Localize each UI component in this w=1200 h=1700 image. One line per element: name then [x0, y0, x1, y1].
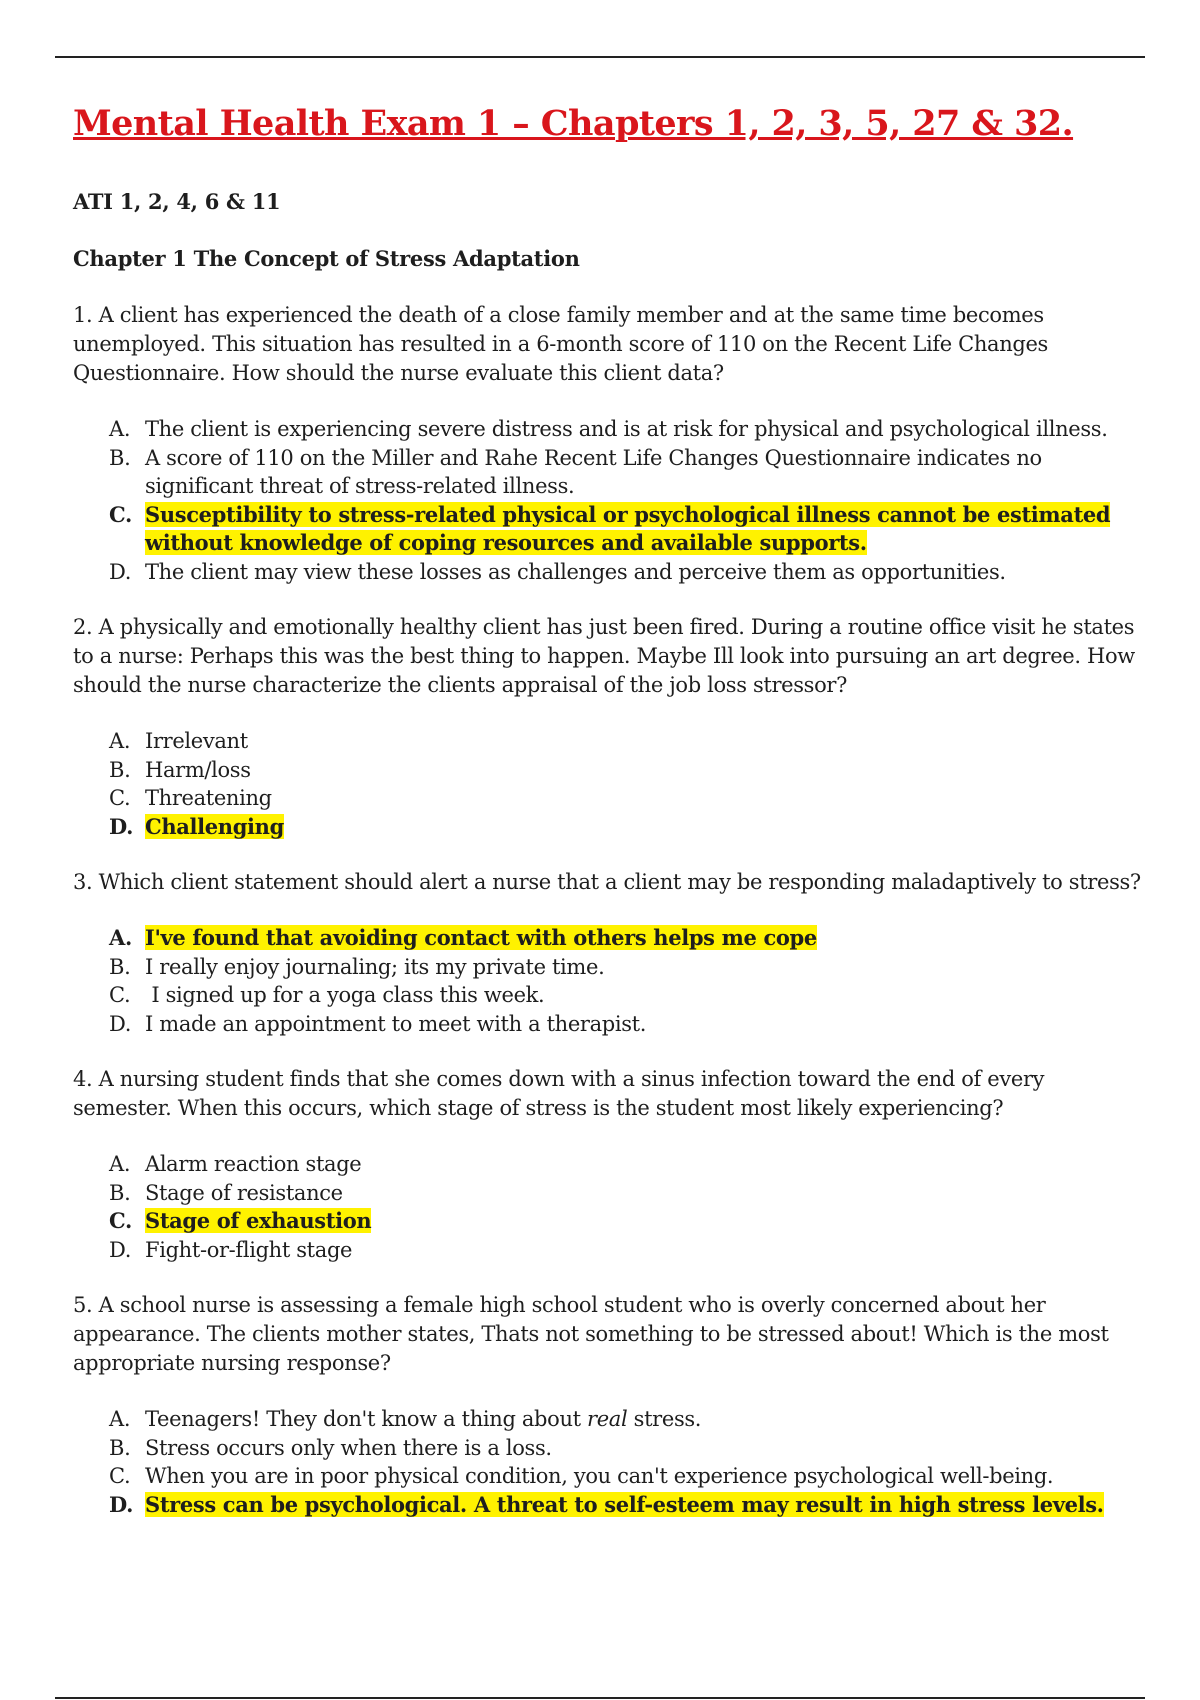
question-stem: 3. Which client statement should alert a nurse that a client may be responding maladaptively to stress?: [73, 870, 1141, 894]
option-a-correct: A. I've found that avoiding contact with others helps me cope: [109, 925, 817, 950]
option-b: B. I really enjoy journaling; its my private time.: [109, 954, 605, 979]
option-d: D. I made an appointment to meet with a therapist.: [109, 1011, 647, 1036]
question-stem: 1. A client has experienced the death of a close family member and at the same time becomes unemployed. This situation has resulted in a 6-month score of 110 on the Recent Life Changes Questionnaire. How should the nurse evaluate this client data?: [73, 303, 1048, 385]
option-d: D. Fight-or-flight stage: [109, 1237, 353, 1262]
question-4: [73, 1065, 1143, 1264]
option-b: B. Stress occurs only when there is a loss.: [109, 1435, 552, 1460]
question-1: [73, 301, 1143, 586]
top-rule: [55, 56, 1145, 58]
option-b: B. Harm/loss: [109, 757, 251, 782]
option-c-correct: C. Stage of exhaustion: [109, 1208, 372, 1233]
option-c-correct: C. Susceptibility to stress-related physical or psychological illness cannot be estimated without knowledge of coping resources and available supports.: [109, 501, 1111, 555]
question-3: [73, 868, 1143, 1038]
answer-options: [73, 1405, 1143, 1519]
chapter-heading: Chapter 1 The Concept of Stress Adaptation: [73, 246, 580, 271]
option-d-correct: D. Stress can be psychological. A threat to self-esteem may result in high stress levels.: [109, 1491, 1104, 1517]
document-body: [73, 100, 1143, 1519]
option-b: B. Stage of resistance: [109, 1180, 343, 1205]
question-stem: 4. A nursing student finds that she comes down with a sinus infection toward the end of every semester. When this occurs, which stage of stress is the student most likely experiencing?: [73, 1067, 1045, 1120]
option-b: B. A score of 110 on the Miller and Rahe Recent Life Changes Questionnaire indicates no significant threat of stress-related illness.: [109, 445, 1042, 498]
option-a: A. Teenagers! They don't know a thing about real stress.: [109, 1407, 702, 1431]
answer-options: [73, 1150, 1143, 1264]
answer-options: [73, 924, 1143, 1038]
option-d: D. The client may view these losses as challenges and perceive them as opportunities.: [109, 559, 1006, 584]
ati-line: ATI 1, 2, 4, 6 & 11: [73, 189, 281, 214]
answer-options: [73, 727, 1143, 841]
option-d-correct: D. Challenging: [109, 813, 284, 839]
option-a: A. The client is experiencing severe distress and is at risk for physical and psychological illness.: [109, 417, 1108, 441]
bottom-rule: [55, 1697, 1145, 1699]
option-c: C. When you are in poor physical condition, you can't experience psychological well-being.: [109, 1464, 1054, 1488]
question-stem: 2. A physically and emotionally healthy client has just been fired. During a routine office visit he states to a nurse: Perhaps this was the best thing to happen. Maybe Ill look into pursuing an art degree. How should the nurse characterize the clients appraisal of the job loss stressor?: [73, 615, 1135, 697]
page-title: Mental Health Exam 1 – Chapters 1, 2, 3, 5, 27 & 32.: [73, 103, 1074, 144]
option-c: C. Threatening: [109, 786, 272, 810]
question-5: [73, 1291, 1143, 1519]
question-stem: 5. A school nurse is assessing a female high school student who is overly concerned about her appearance. The clients mother states, Thats not something to be stressed about! Which is the most appropriate nursing response?: [73, 1293, 1109, 1375]
answer-options: [73, 415, 1143, 586]
option-a: A. Alarm reaction stage: [109, 1152, 362, 1176]
question-2: [73, 613, 1143, 841]
option-a: A. Irrelevant: [109, 729, 248, 753]
option-c: C. I signed up for a yoga class this week.: [109, 983, 545, 1007]
